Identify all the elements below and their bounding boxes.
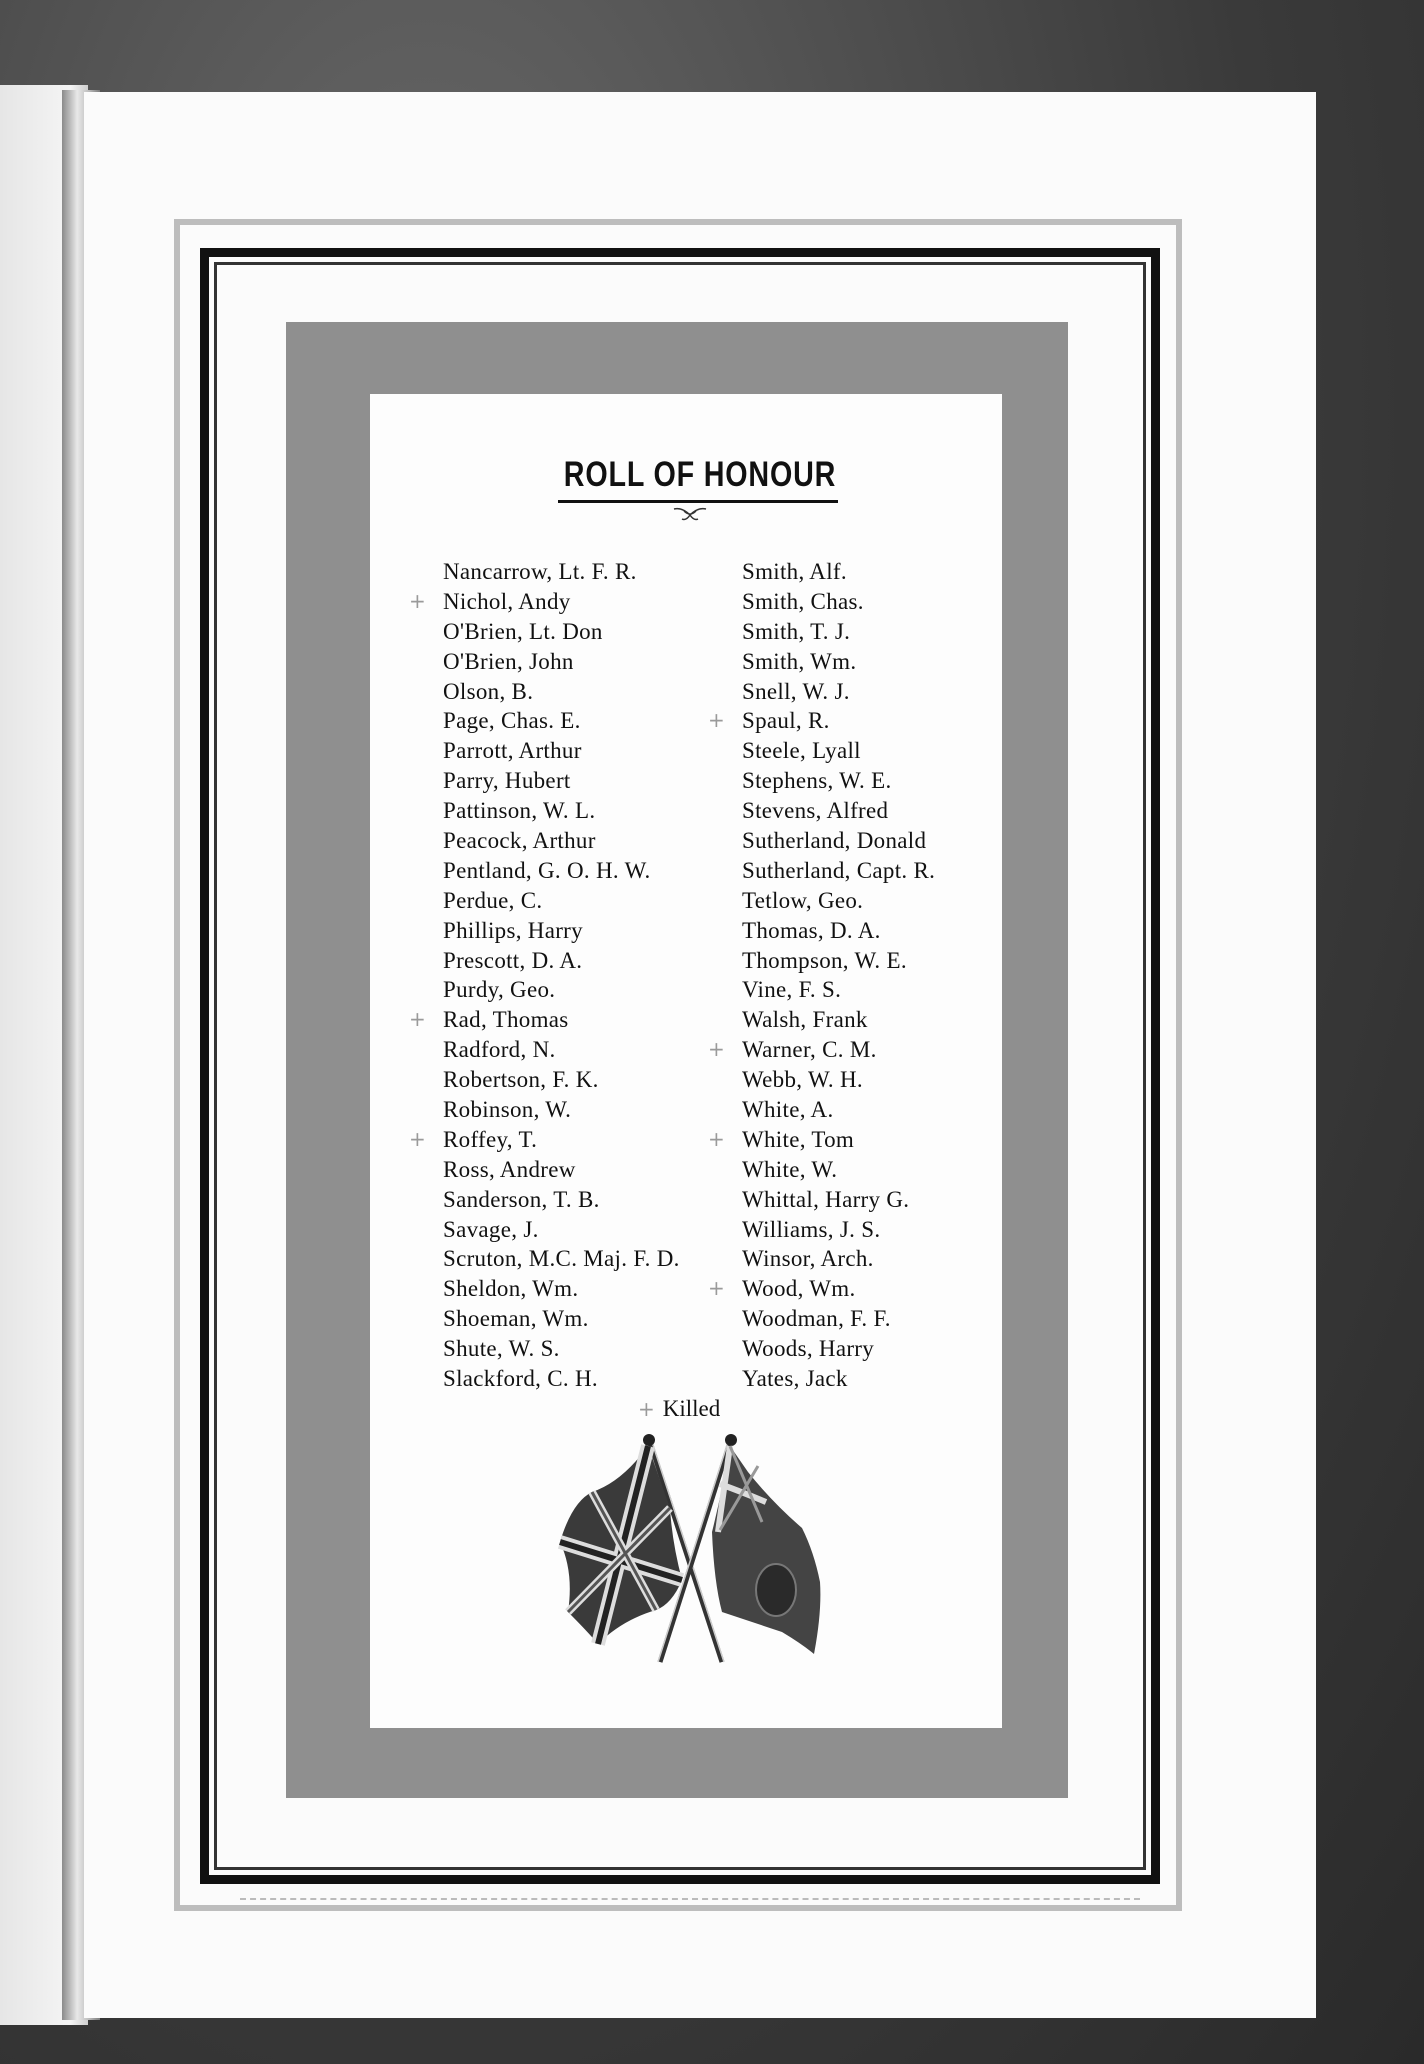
name-text: White, W. bbox=[742, 1156, 838, 1182]
name-text: Robertson, F. K. bbox=[443, 1067, 599, 1093]
list-item bbox=[708, 1035, 935, 1065]
name-text: Vine, F. S. bbox=[742, 977, 842, 1003]
ornament-icon bbox=[670, 505, 710, 525]
name-text: Winsor, Arch. bbox=[742, 1246, 874, 1272]
list-item bbox=[742, 1304, 935, 1334]
name-text: Stevens, Alfred bbox=[742, 798, 889, 824]
list-item bbox=[443, 557, 680, 587]
list-item bbox=[708, 706, 935, 736]
list-item bbox=[443, 1244, 680, 1274]
list-item bbox=[742, 975, 935, 1005]
cross-icon: + bbox=[708, 1037, 726, 1062]
name-text: Shoeman, Wm. bbox=[443, 1306, 589, 1332]
list-item bbox=[708, 1274, 935, 1304]
list-item bbox=[443, 677, 680, 707]
list-item bbox=[742, 557, 935, 587]
name-text: Slackford, C. H. bbox=[443, 1366, 598, 1392]
list-item bbox=[742, 736, 935, 766]
list-item bbox=[742, 1364, 935, 1394]
list-item bbox=[443, 736, 680, 766]
list-item bbox=[443, 1334, 680, 1364]
name-text: Woods, Harry bbox=[742, 1336, 875, 1362]
list-item bbox=[443, 856, 680, 886]
list-item bbox=[742, 916, 935, 946]
name-text: Smith, T. J. bbox=[742, 618, 851, 644]
name-text: Scruton, M.C. Maj. F. D. bbox=[443, 1246, 680, 1272]
name-text: Woodman, F. F. bbox=[742, 1306, 891, 1332]
name-text: Robinson, W. bbox=[443, 1097, 572, 1123]
name-text: Radford, N. bbox=[443, 1037, 556, 1063]
list-item bbox=[742, 1334, 935, 1364]
name-text: Nancarrow, Lt. F. R. bbox=[443, 559, 637, 584]
crossed-flags-icon bbox=[552, 1432, 832, 1696]
name-text: Parrott, Arthur bbox=[443, 738, 582, 764]
name-text: Roffey, T. bbox=[443, 1126, 538, 1152]
name-text: O'Brien, John bbox=[443, 648, 574, 674]
name-text: Savage, J. bbox=[443, 1216, 539, 1242]
list-item bbox=[443, 796, 680, 826]
list-item bbox=[742, 946, 935, 976]
list-item bbox=[708, 1125, 935, 1155]
name-text: Tetlow, Geo. bbox=[742, 887, 864, 913]
name-text: Webb, W. H. bbox=[742, 1067, 863, 1093]
list-item bbox=[409, 587, 680, 617]
name-text: Pentland, G. O. H. W. bbox=[443, 857, 651, 883]
name-text: Perdue, C. bbox=[443, 887, 543, 913]
list-item bbox=[443, 1364, 680, 1394]
list-item bbox=[443, 706, 680, 736]
title-underline bbox=[558, 500, 838, 503]
legend bbox=[638, 1396, 720, 1422]
name-text: Phillips, Harry bbox=[443, 917, 583, 943]
list-item bbox=[742, 1005, 935, 1035]
name-text: Ross, Andrew bbox=[443, 1156, 576, 1182]
name-text: Walsh, Frank bbox=[742, 1007, 868, 1033]
list-item bbox=[443, 1035, 680, 1065]
name-text: Page, Chas. E. bbox=[443, 708, 581, 734]
list-item bbox=[742, 826, 935, 856]
name-text: Smith, Alf. bbox=[742, 559, 847, 584]
name-text: Sutherland, Donald bbox=[742, 828, 927, 854]
name-text: Williams, J. S. bbox=[742, 1216, 881, 1242]
list-item bbox=[742, 647, 935, 677]
name-text: Pattinson, W. L. bbox=[443, 798, 596, 824]
list-item bbox=[443, 1215, 680, 1245]
name-text: Sutherland, Capt. R. bbox=[742, 857, 936, 883]
cross-icon: + bbox=[409, 1007, 427, 1032]
cross-icon: + bbox=[409, 588, 427, 613]
name-text: Peacock, Arthur bbox=[443, 828, 596, 854]
cross-icon: + bbox=[708, 1126, 726, 1151]
list-item bbox=[742, 766, 935, 796]
name-text: Snell, W. J. bbox=[742, 678, 850, 704]
name-text: Whittal, Harry G. bbox=[742, 1186, 910, 1212]
list-item bbox=[443, 1065, 680, 1095]
names-left-column bbox=[409, 557, 680, 1394]
name-text: O'Brien, Lt. Don bbox=[443, 618, 603, 644]
name-text: Rad, Thomas bbox=[443, 1007, 569, 1033]
name-text: Warner, C. M. bbox=[742, 1037, 877, 1063]
list-item bbox=[742, 886, 935, 916]
list-item bbox=[443, 1185, 680, 1215]
list-item bbox=[443, 647, 680, 677]
name-text: Wood, Wm. bbox=[742, 1276, 856, 1302]
page-title: ROLL OF HONOUR bbox=[563, 455, 837, 494]
name-text: Prescott, D. A. bbox=[443, 947, 583, 973]
list-item bbox=[443, 1095, 680, 1125]
list-item bbox=[409, 1125, 680, 1155]
name-text: Olson, B. bbox=[443, 678, 534, 704]
list-item bbox=[443, 1304, 680, 1334]
list-item bbox=[443, 766, 680, 796]
name-text: Purdy, Geo. bbox=[443, 977, 556, 1003]
list-item bbox=[443, 946, 680, 976]
list-item bbox=[443, 975, 680, 1005]
list-item bbox=[742, 1244, 935, 1274]
name-text: Nichol, Andy bbox=[443, 588, 571, 614]
list-item bbox=[742, 1215, 935, 1245]
name-text: Sheldon, Wm. bbox=[443, 1276, 579, 1302]
list-item bbox=[443, 916, 680, 946]
list-item bbox=[742, 1155, 935, 1185]
legend-text: Killed bbox=[662, 1396, 721, 1421]
names-right-column bbox=[708, 557, 936, 1394]
bottom-dashed-rule bbox=[240, 1898, 1140, 1902]
list-item bbox=[742, 1065, 935, 1095]
cross-icon: + bbox=[708, 708, 726, 733]
name-text: Stephens, W. E. bbox=[742, 768, 892, 794]
cross-icon: + bbox=[409, 1126, 427, 1151]
list-item bbox=[742, 1095, 935, 1125]
list-item bbox=[742, 1185, 935, 1215]
name-text: Thompson, W. E. bbox=[742, 947, 907, 973]
name-text: Shute, W. S. bbox=[443, 1336, 560, 1362]
list-item bbox=[409, 1005, 680, 1035]
name-text: Parry, Hubert bbox=[443, 768, 571, 794]
cross-icon: + bbox=[638, 1397, 655, 1421]
name-text: Smith, Chas. bbox=[742, 588, 864, 614]
list-item bbox=[742, 617, 935, 647]
cross-icon: + bbox=[708, 1276, 726, 1301]
list-item bbox=[742, 796, 935, 826]
name-text: Sanderson, T. B. bbox=[443, 1186, 600, 1212]
list-item bbox=[443, 1155, 680, 1185]
list-item bbox=[742, 856, 935, 886]
list-item bbox=[443, 886, 680, 916]
name-text: Smith, Wm. bbox=[742, 648, 857, 674]
name-text: Thomas, D. A. bbox=[742, 917, 881, 943]
list-item bbox=[443, 1274, 680, 1304]
name-text: Yates, Jack bbox=[742, 1366, 848, 1392]
list-item bbox=[742, 587, 935, 617]
list-item bbox=[742, 677, 935, 707]
name-text: White, Tom bbox=[742, 1126, 855, 1152]
name-text: Spaul, R. bbox=[742, 708, 830, 734]
name-text: White, A. bbox=[742, 1097, 834, 1123]
list-item bbox=[443, 617, 680, 647]
list-item bbox=[443, 826, 680, 856]
name-text: Steele, Lyall bbox=[742, 738, 861, 764]
